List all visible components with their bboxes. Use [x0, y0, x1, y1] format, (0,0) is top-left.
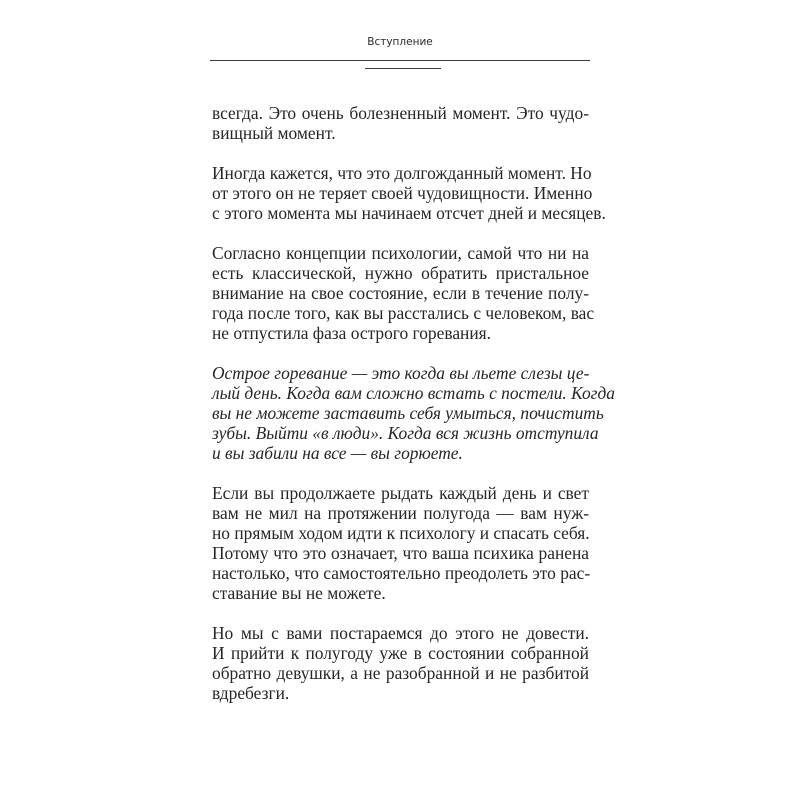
text-line: вищный момент.	[212, 123, 336, 143]
paragraph	[212, 483, 589, 603]
header-ornament-rule	[365, 68, 441, 69]
text-line: лый день. Когда вам сложно встать с постели. Когда	[212, 383, 615, 403]
paragraph	[212, 243, 595, 343]
text-line: не отпустила фаза острого горевания.	[212, 323, 491, 343]
paragraph	[212, 103, 589, 143]
text-line: Острое горевание — это когда вы льете слезы це-	[212, 363, 590, 383]
header-rule	[210, 60, 590, 61]
text-line: Если вы продолжаете рыдать каждый день и свет	[212, 483, 589, 503]
text-line: года после того, как вы расстались с человеком, вас	[212, 303, 595, 323]
text-line: Иногда кажется, что это долгожданный момент. Но	[212, 163, 592, 183]
text-line: но прямым ходом идти к психологу и спасать себя.	[212, 523, 590, 543]
text-line: с этого момента мы начинаем отсчет дней и месяцев.	[212, 203, 606, 223]
text-line: Согласно концепции психологии, самой что ни на	[212, 243, 589, 263]
paragraph	[212, 623, 589, 703]
running-head: Вступление	[367, 36, 433, 48]
text-line: всегда. Это очень болезненный момент. Это чудо-	[212, 103, 589, 123]
text-line: И прийти к полугоду уже в состоянии собранной	[212, 643, 589, 663]
text-line: вы не можете заставить себя умыться, почистить	[212, 403, 604, 423]
italic-paragraph	[212, 363, 615, 463]
paragraph	[212, 163, 606, 223]
text-line: обратно девушки, а не разобранной и не разбитой	[212, 663, 589, 683]
text-line: Потому что это означает, что ваша психика ранена	[212, 543, 589, 563]
text-line: и вы забили на все — вы горюете.	[212, 443, 463, 463]
text-line: зубы. Выйти «в люди». Когда вся жизнь отступила	[212, 423, 599, 443]
text-line: вдребезги.	[212, 683, 290, 703]
text-line: ставание вы не можете.	[212, 583, 386, 603]
text-line: есть классической, нужно обратить пристальное	[212, 263, 589, 283]
text-line: от этого он не теряет своей чудовищности. Именно	[212, 183, 593, 203]
text-line: вам не мил на протяжении полугода — вам нуж-	[212, 503, 589, 523]
body-text	[212, 103, 615, 723]
text-line: настолько, что самостоятельно преодолеть это рас-	[212, 563, 591, 583]
text-line: Но мы с вами постараемся до этого не довести.	[212, 623, 589, 643]
text-line: внимание на свое состояние, если в течение полу-	[212, 283, 589, 303]
